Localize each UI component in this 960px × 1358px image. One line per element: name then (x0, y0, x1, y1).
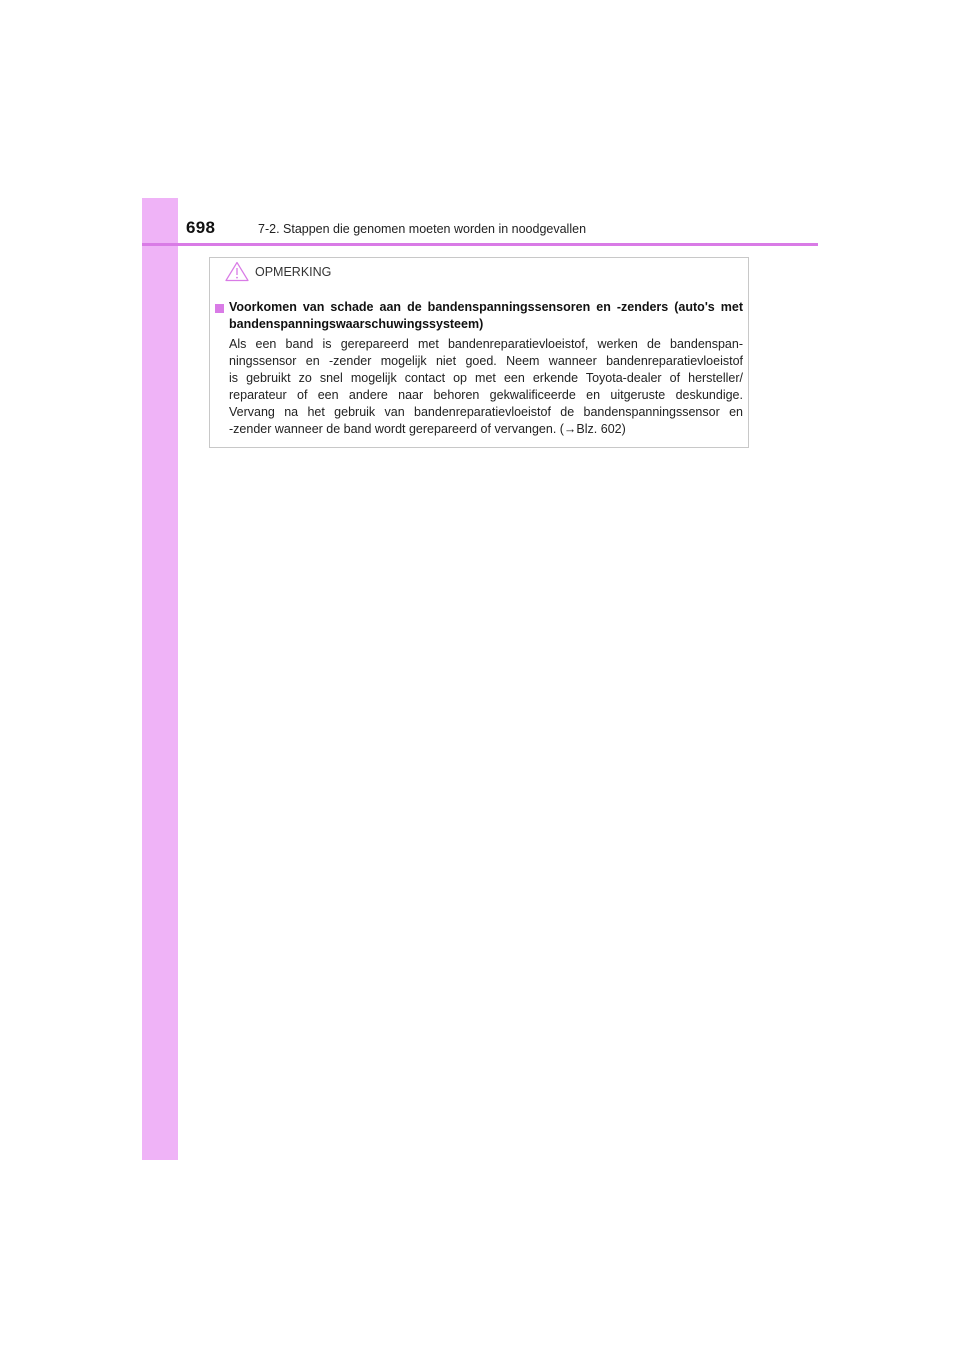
body-line: reparateur of een andere naar behoren gekwalificeerde en uitgeruste deskundige. (229, 388, 743, 402)
section-marker (215, 304, 224, 313)
body-line: is gebruikt zo snel mogelijk contact op met een erkende Toyota-dealer of hersteller/ (229, 371, 743, 385)
warning-triangle-icon (225, 261, 249, 282)
body-line: Als een band is gerepareerd met bandenreparatievloeistof, werken de bandenspan- (229, 337, 743, 351)
body-line: ningssensor en -zender mogelijk niet goed. Neem wanneer bandenreparatievloeistof (229, 354, 743, 368)
notice-body (229, 336, 743, 438)
running-header: 7-2. Stappen die genomen moeten worden in noodgevallen (258, 222, 587, 236)
section-heading: Voorkomen van schade aan de bandenspanningssensoren en -zenders (auto's met bandenspanningswaarschuwingssysteem) (229, 300, 743, 331)
side-color-band (142, 198, 178, 1160)
body-line-with-page-reference[interactable]: -zender wanneer de band wordt gerepareerd of vervangen. (→Blz. 602) (229, 422, 626, 436)
page-number: 698 (186, 218, 216, 237)
body-line: Vervang na het gebruik van bandenreparatievloeistof de bandenspanningssensor en (229, 405, 743, 419)
notice-title: OPMERKING (255, 265, 332, 279)
notice-box (209, 257, 749, 448)
header-rule (142, 243, 818, 246)
